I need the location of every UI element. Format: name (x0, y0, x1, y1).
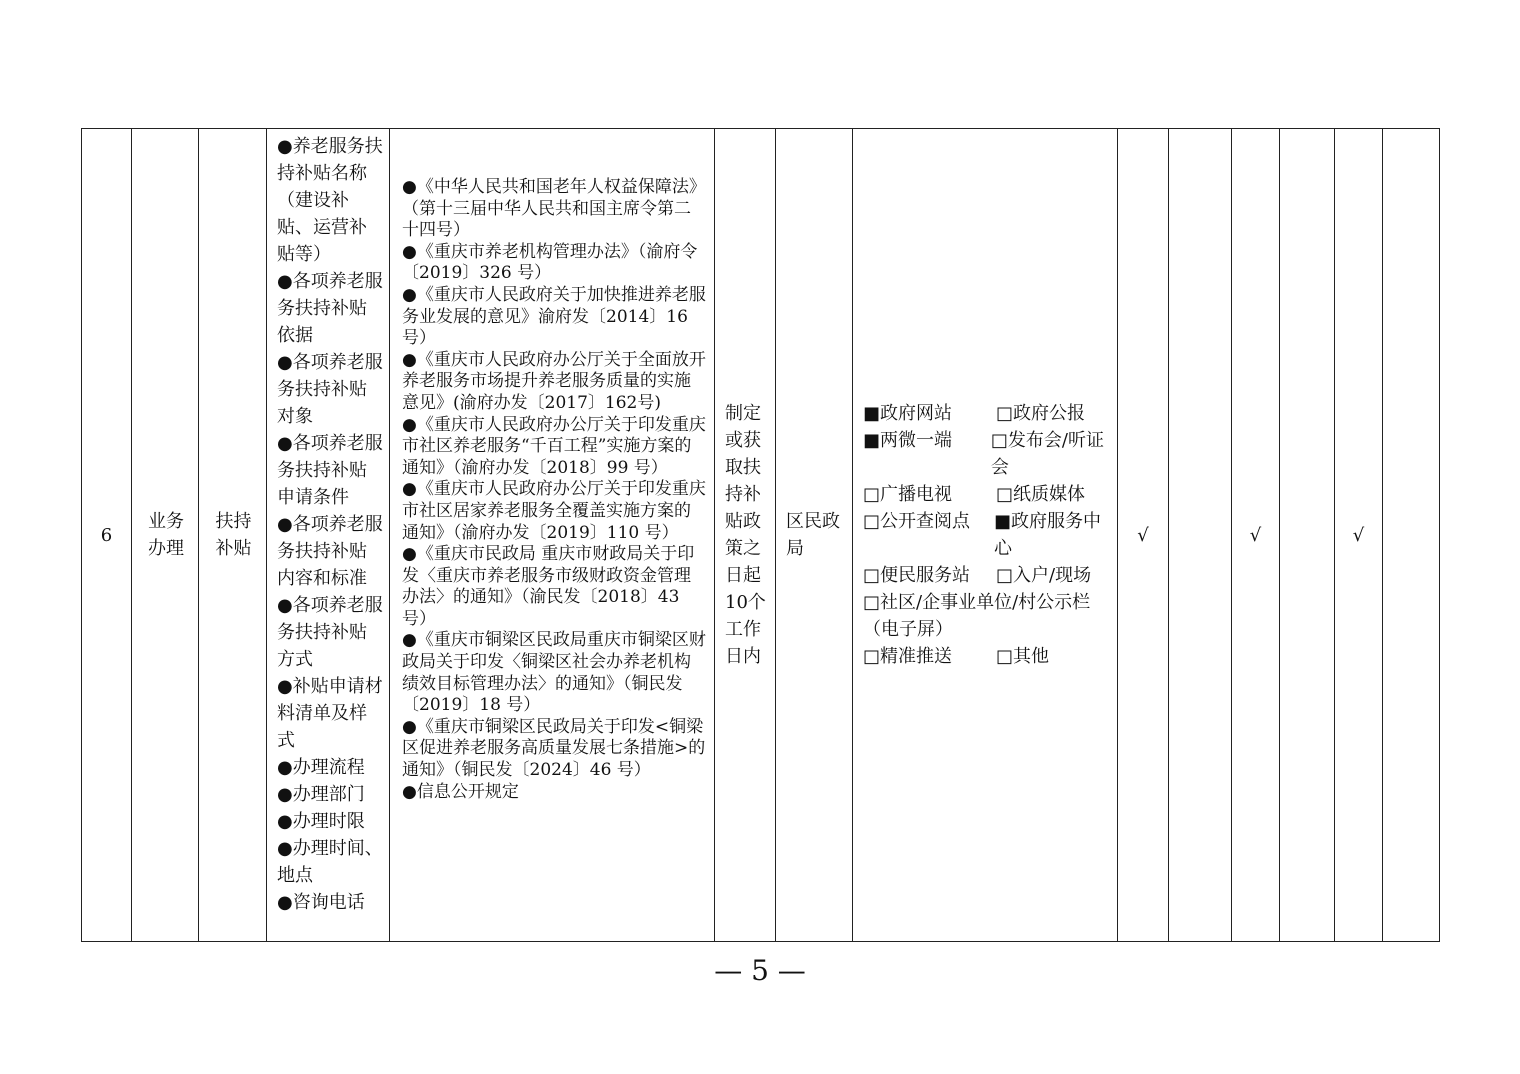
channel-option: □广播电视 (863, 484, 953, 505)
channel-option: □发布会/听证会 (990, 430, 1104, 478)
disclosure-table (81, 128, 1440, 942)
channel-row (863, 427, 1117, 481)
legal-basis-cell (390, 129, 715, 942)
department-cell: 区民政局 (776, 129, 853, 942)
list-item: ●《重庆市人民政府关于加快推进养老服务业发展的意见》渝府发〔2014〕16 号） (402, 284, 706, 349)
table-row (82, 129, 1440, 942)
channel-row (863, 589, 1117, 643)
channel-option: □其他 (996, 646, 1050, 667)
empty-cell (1383, 129, 1440, 942)
list-item: ●《重庆市铜梁区民政局重庆市铜梁区财政局关于印发〈铜梁区社会办养老机构绩效目标管理办法〉的通知》（铜民发〔2019〕18 号） (402, 630, 706, 716)
channels-cell (853, 129, 1118, 942)
empty-cell (1169, 129, 1232, 942)
channel-row (863, 481, 1117, 508)
channel-option: ■两微一端 (863, 430, 953, 451)
list-item: ●咨询电话 (277, 892, 365, 913)
channel-option: □入户/现场 (996, 565, 1092, 586)
list-item: ●《重庆市养老机构管理办法》（渝府令〔2019〕326 号） (402, 241, 698, 284)
channel-row (863, 508, 1117, 562)
list-item: ●《重庆市民政局 重庆市财政局关于印发〈重庆市养老服务市级财政资金管理办法〉的通知》（渝民发〔2018〕43 号） (402, 544, 695, 629)
channel-row (863, 643, 1117, 670)
list-item: ●各项养老服务扶持补贴方式 (277, 595, 383, 670)
empty-cell (1280, 129, 1335, 942)
check-cell: √ (1118, 129, 1169, 942)
list-item: ●《重庆市人民政府办公厅关于印发重庆市社区居家养老服务全覆盖实施方案的通知》（渝府办发〔2019〕110 号） (402, 479, 706, 543)
category-cell: 业务办理 (132, 129, 199, 942)
list-item: ●办理时限 (277, 811, 365, 832)
list-item: ●各项养老服务扶持补贴依据 (277, 271, 383, 346)
time-limit-cell: 制定或获取扶持补贴政策之日起10个工作日内 (715, 129, 776, 942)
channel-option: ■政府服务中心 (993, 511, 1101, 559)
page-number: — 5 — (714, 954, 806, 987)
channel-option: ■政府网站 (863, 403, 953, 424)
subcategory-cell: 扶持补贴 (199, 129, 267, 942)
list-item: ●各项养老服务扶持补贴申请条件 (277, 433, 383, 508)
channel-option: □社区/企事业单位/村公示栏（电子屏） (863, 592, 1091, 640)
channel-row (863, 400, 1117, 427)
channel-option: □政府公报 (996, 403, 1086, 424)
list-item: ●信息公开规定 (402, 781, 519, 802)
list-item: ●办理流程 (277, 757, 365, 778)
list-item: ●《重庆市人民政府办公厅关于全面放开养老服务市场提升养老服务质量的实施意见》(渝府办发〔2017〕162号) (402, 349, 706, 413)
disclosure-items-cell (267, 129, 390, 942)
row-number: 6 (82, 129, 132, 942)
list-item: ●补贴申请材料清单及样式 (277, 676, 383, 751)
list-item: ●《重庆市铜梁区民政局关于印发<铜梁区促进养老服务高质量发展七条措施>的通知》（铜民发〔2024〕46 号） (402, 716, 706, 781)
list-item: ●办理时间、地点 (277, 838, 383, 886)
channel-option: □精准推送 (863, 646, 953, 667)
list-item: ●养老服务扶持补贴名称（建设补贴、运营补贴等） (277, 136, 383, 265)
channel-option: □纸质媒体 (996, 484, 1086, 505)
channel-row (863, 562, 1117, 589)
channel-option: □便民服务站 (863, 565, 971, 586)
check-cell: √ (1232, 129, 1280, 942)
channel-option: □公开查阅点 (863, 511, 971, 532)
list-item: ●各项养老服务扶持补贴对象 (277, 352, 383, 427)
check-cell: √ (1335, 129, 1383, 942)
list-item: ●办理部门 (277, 784, 365, 805)
list-item: ●《中华人民共和国老年人权益保障法》（第十三届中华人民共和国主席令第二十四号） (402, 177, 706, 241)
list-item: ●《重庆市人民政府办公厅关于印发重庆市社区养老服务“千百工程”实施方案的通知》（渝府办发〔2018〕99 号） (402, 414, 706, 478)
list-item: ●各项养老服务扶持补贴内容和标准 (277, 514, 383, 589)
